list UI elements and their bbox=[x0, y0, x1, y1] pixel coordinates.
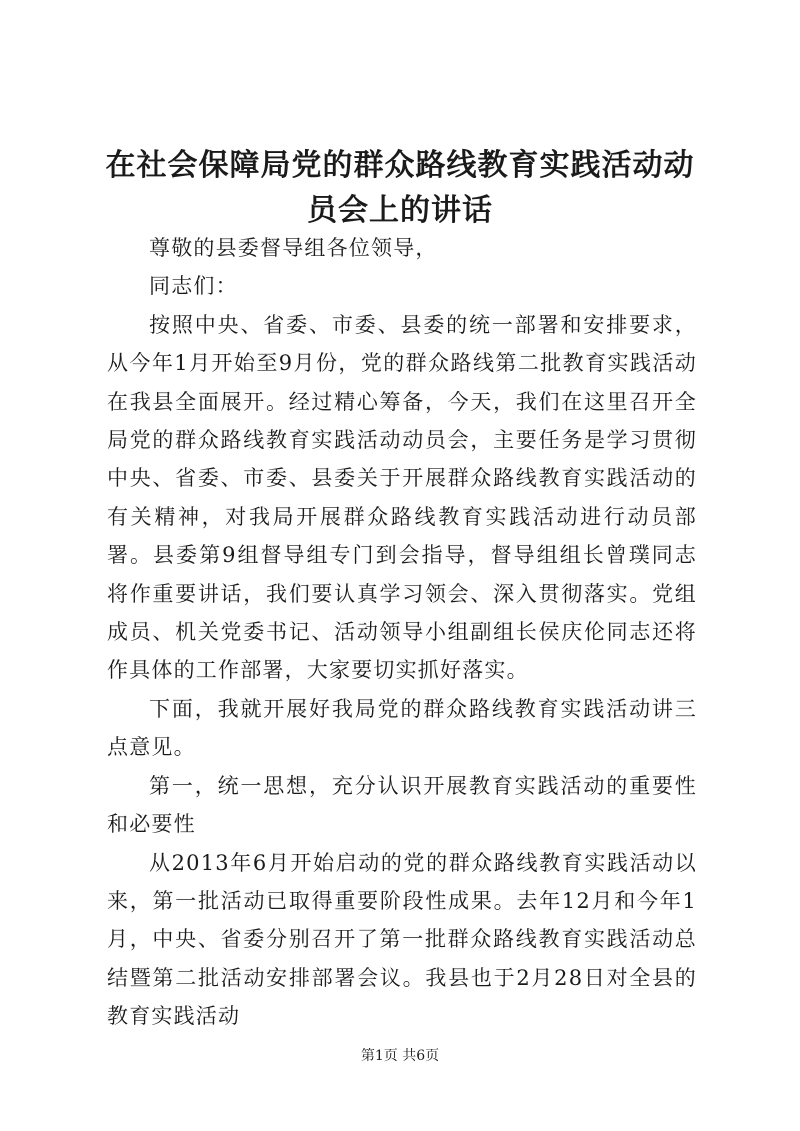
body-paragraph: 按照中央、省委、市委、县委的统一部署和安排要求，从今年1月开始至9月份，党的群众路线第二批教育实践活动在我县全面展开。经过精心筹备，今天，我们在这里召开全局党的群众路线教育实践活动动员会，主要任务是学习贯彻中央、省委、市委、县委关于开展群众路线教育实践活动的有关精神，对我局开展群众路线教育实践活动进行动员部署。县委第9组督导组专门到会指导，督导组组长曾璞同志将作重要讲话，我们要认真学习领会、深入贯彻落实。党组成员、机关党委书记、活动领导小组副组长侯庆伦同志还将作具体的工作部署，大家要切实抓好落实。 bbox=[107, 312, 697, 683]
salutation-leaders: 尊敬的县委督导组各位领导， bbox=[149, 236, 438, 260]
document-title: 在社会保障局党的群众路线教育实践活动动员会上的讲话 bbox=[105, 148, 695, 228]
body-paragraph: 从2013年6月开始启动的党的群众路线教育实践活动以来，第一批活动已取得重要阶段性成果。去年12月和今年1月，中央、省委分别召开了第一批群众路线教育实践活动总结暨第二批活动安排部署会议。我县也于2月28日对全县的教育实践活动 bbox=[107, 850, 697, 1029]
section-heading: 第一，统一思想，充分认识开展教育实践活动的重要性和必要性 bbox=[107, 773, 697, 837]
document-body bbox=[107, 229, 697, 1036]
salutation-comrades: 同志们： bbox=[149, 274, 238, 299]
page-number: 第1页 共6页 bbox=[360, 1048, 440, 1064]
body-paragraph: 下面，我就开展好我局党的群众路线教育实践活动讲三点意见。 bbox=[107, 696, 697, 760]
